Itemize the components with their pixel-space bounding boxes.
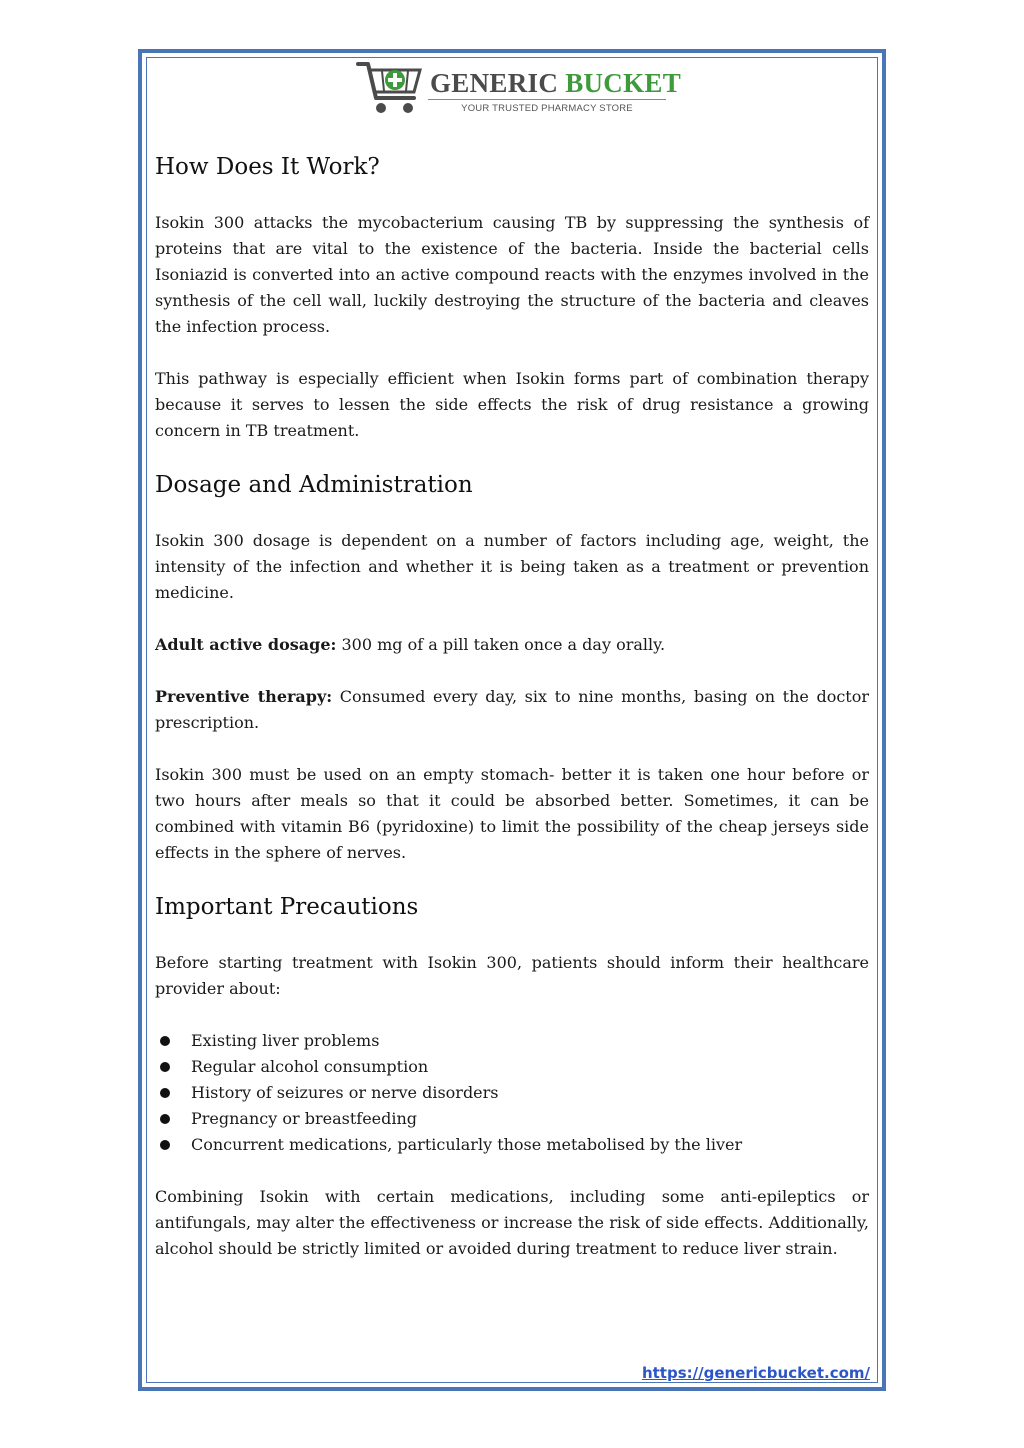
list-item-text: Existing liver problems — [191, 1031, 380, 1050]
brand-logo — [356, 58, 682, 124]
list-item — [155, 1080, 869, 1106]
list-item-text: Pregnancy or breastfeeding — [191, 1109, 418, 1128]
bullet-icon — [160, 1088, 170, 1098]
preventive-therapy-paragraph — [155, 684, 869, 736]
heading-precautions: Important Precautions — [155, 894, 419, 920]
dosage-paragraph-4: Isokin 300 must be used on an empty stomach- better it is taken one hour before or two hours after meals so that it could be absorbed better. Sometimes, it can be combined with vitamin B6 (pyridoxine) to limit the possibility of the cheap jerseys side effects in the sphere of nerves. — [155, 765, 869, 862]
how-paragraph-1: Isokin 300 attacks the mycobacterium causing TB by suppressing the synthesis of proteins that are vital to the existence of the bacteria. Inside the bacterial cells Isoniazid is converted into an active compound reacts with the enzymes involved in the synthesis of the cell wall, luckily destroying the structure of the bacteria and cleaves the infection process. — [155, 213, 869, 336]
precautions-list — [155, 1028, 869, 1158]
list-item-text: Regular alcohol consumption — [191, 1057, 429, 1076]
bullet-icon — [160, 1062, 170, 1072]
heading-how-it-works: How Does It Work? — [155, 154, 380, 180]
preventive-therapy-label: Preventive therapy: — [155, 687, 333, 706]
adult-dosage-label: Adult active dosage: — [155, 635, 337, 654]
dosage-paragraph-1: Isokin 300 dosage is dependent on a number of factors including age, weight, the intensity of the infection and whether it is being taken as a treatment or prevention medicine. — [155, 531, 869, 602]
brand-name-part1: GENERIC — [430, 68, 559, 98]
document-body — [155, 152, 869, 1288]
brand-tagline: YOUR TRUSTED PHARMACY STORE — [428, 99, 666, 118]
bullet-icon — [160, 1114, 170, 1124]
adult-dosage-text: 300 mg of a pill taken once a day orally. — [336, 635, 666, 654]
website-link[interactable]: https://genericbucket.com/ — [641, 1364, 870, 1382]
list-item — [155, 1106, 869, 1132]
list-item-text: Concurrent medications, particularly those metabolised by the liver — [191, 1135, 743, 1154]
list-item — [155, 1054, 869, 1080]
list-item — [155, 1028, 869, 1054]
bullet-icon — [160, 1140, 170, 1150]
precautions-closing: Combining Isokin with certain medications, including some anti-epileptics or antifungals, may alter the effectiveness or increase the risk of side effects. Additionally, alcohol should be strictly limited or avoided during treatment to reduce liver strain. — [155, 1187, 869, 1258]
shopping-cart-icon — [356, 58, 426, 120]
brand-name-part2: BUCKET — [565, 68, 682, 98]
bullet-icon — [160, 1036, 170, 1046]
brand-name — [430, 68, 681, 99]
list-item — [155, 1132, 869, 1158]
how-paragraph-2: This pathway is especially efficient when Isokin forms part of combination therapy because it serves to lessen the side effects the risk of drug resistance a growing concern in TB treatment. — [155, 369, 869, 440]
precautions-intro: Before starting treatment with Isokin 300, patients should inform their healthcare provider about: — [155, 953, 869, 998]
list-item-text: History of seizures or nerve disorders — [191, 1083, 499, 1102]
preventive-therapy-text: Consumed every day, six to nine months, basing on the doctor prescription. — [155, 687, 870, 732]
adult-dosage-paragraph — [155, 632, 869, 658]
heading-dosage: Dosage and Administration — [155, 472, 473, 498]
